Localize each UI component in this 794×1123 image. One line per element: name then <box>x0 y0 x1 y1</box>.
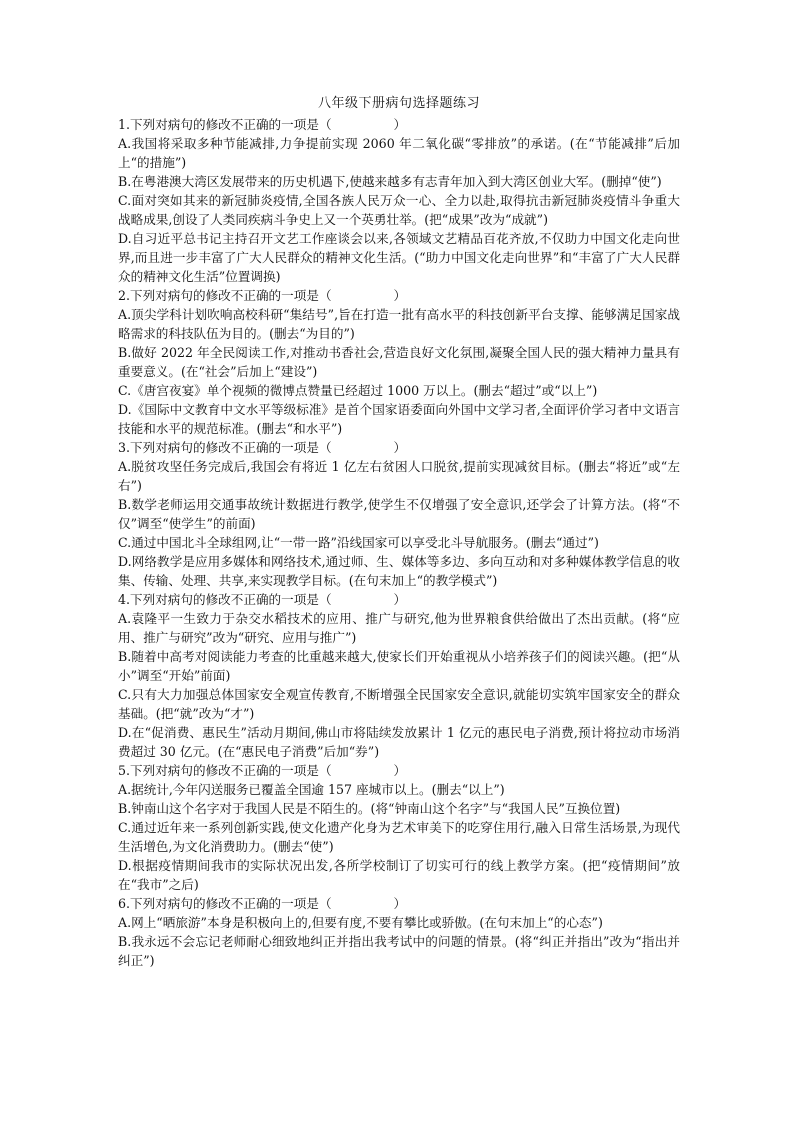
question-option-a: A.网上“晒旅游”本身是积极向上的,但要有度,不要有攀比或骄傲。(在句末加上“的心态”) <box>118 915 603 930</box>
question-option-c: C.只有大力加强总体国家安全观宣传教育,不断增强全民国家安全意识,就能切实筑牢国家安全的群众基础。(把“就”改为“才”) <box>118 687 680 721</box>
question-3 <box>118 438 680 590</box>
question-stem <box>118 286 680 305</box>
question-2 <box>118 286 680 438</box>
question-option-b: B.做好 2022 年全民阅读工作,对推动书香社会,营造良好文化氛围,凝聚全国人民的强大精神力量具有重要意义。(在“社会”后加上“建设”) <box>118 345 680 379</box>
question-list <box>118 115 680 970</box>
question-stem-text: 4.下列对病句的修改不正确的一项是 <box>118 592 319 607</box>
question-stem <box>118 894 680 913</box>
question-option-b: B.在粤港澳大湾区发展带来的历史机遇下,使越来越多有志青年加入到大湾区创业大军。(删掉“使”) <box>118 174 662 189</box>
question-option-b: B.钟南山这个名字对于我国人民是不陌生的。(将“钟南山这个名字”与“我国人民”互换位置) <box>118 801 621 816</box>
question-stem <box>118 438 680 457</box>
question-stem <box>118 590 680 609</box>
question-4 <box>118 590 680 761</box>
question-option-a: A.我国将采取多种节能减排,力争提前实现 2060 年二氧化碳“零排放”的承诺。(在“节能减排”后加上“的措施”) <box>118 136 680 170</box>
question-6 <box>118 894 680 970</box>
answer-paren-close: ） <box>393 763 407 778</box>
question-option-a: A.据统计,今年闪送服务已覆盖全国逾 157 座城市以上。(删去“以上”) <box>118 782 505 797</box>
question-1 <box>118 115 680 286</box>
answer-paren-close: ） <box>393 440 407 455</box>
answer-paren-open: （ <box>318 117 332 132</box>
question-option-b: B.随着中高考对阅读能力考查的比重越来越大,使家长们开始重视从小培养孩子们的阅读兴趣。(把“从小”调至“开始”前面) <box>118 649 680 683</box>
worksheet-page <box>118 95 680 970</box>
question-5 <box>118 761 680 894</box>
page-title: 八年级下册病句选择题练习 <box>317 96 480 111</box>
question-stem <box>118 115 680 134</box>
question-option-c: C.面对突如其来的新冠肺炎疫情,全国各族人民万众一心、全力以赴,取得抗击新冠肺炎疫情斗争重大战略成果,创设了人类同疾病斗争史上又一个英勇壮举。(把“成果”改为“成就”) <box>118 193 680 227</box>
question-stem-text: 5.下列对病句的修改不正确的一项是 <box>118 763 319 778</box>
answer-paren-close: ） <box>393 117 407 132</box>
answer-paren-open: （ <box>318 763 332 778</box>
question-stem-text: 1.下列对病句的修改不正确的一项是 <box>118 117 319 132</box>
question-option-c: C.通过近年来一系列创新实践,使文化遗产化身为艺术审美下的吃穿住用行,融入日常生活场景,为现代生活增色,为文化消费助力。(删去“使”) <box>118 820 680 854</box>
question-option-a: A.脱贫攻坚任务完成后,我国会有将近 1 亿左右贫困人口脱贫,提前实现减贫目标。(删去“将近”或“左右”) <box>118 459 680 493</box>
question-stem-text: 3.下列对病句的修改不正确的一项是 <box>118 440 319 455</box>
question-stem-text: 2.下列对病句的修改不正确的一项是 <box>118 288 319 303</box>
question-stem-text: 6.下列对病句的修改不正确的一项是 <box>118 896 319 911</box>
answer-paren-open: （ <box>318 896 332 911</box>
answer-paren-open: （ <box>318 288 332 303</box>
question-option-c: C.《唐宫夜宴》单个视频的微博点赞量已经超过 1000 万以上。(删去“超过”或“以上”) <box>118 383 598 398</box>
answer-paren-close: ） <box>393 288 407 303</box>
question-option-d: D.自习近平总书记主持召开文艺工作座谈会以来,各领域文艺精品百花齐放,不仅助力中国文化走向世界,而且进一步丰富了广大人民群众的精神文化生活。(“助力中国文化走向世界”和“丰富了广大人民群众的精神文化生活”位置调换) <box>118 231 680 284</box>
question-option-a: A.顶尖学科计划吹响高校科研“集结号”,旨在打造一批有高水平的科技创新平台支撑、能够满足国家战略需求的科技队伍为目的。(删去“为目的”) <box>118 307 680 341</box>
answer-paren-open: （ <box>318 592 332 607</box>
question-stem <box>118 761 680 780</box>
question-option-a: A.袁隆平一生致力于杂交水稻技术的应用、推广与研究,他为世界粮食供给做出了杰出贡献。(将“应用、推广与研究”改为“研究、应用与推广”) <box>118 611 680 645</box>
answer-paren-open: （ <box>318 440 332 455</box>
question-option-d: D.根据疫情期间我市的实际状况出发,各所学校制订了切实可行的线上教学方案。(把“疫情期间”放在“我市”之后) <box>118 858 680 892</box>
answer-paren-close: ） <box>393 896 407 911</box>
question-option-b: B.我永远不会忘记老师耐心细致地纠正并指出我考试中的问题的情景。(将“纠正并指出”改为“指出并纠正”) <box>118 934 680 968</box>
question-option-d: D.《国际中文教育中文水平等级标准》是首个国家语委面向外国中文学习者,全面评价学习者中文语言技能和水平的规范标准。(删去“和水平”) <box>118 402 680 436</box>
question-option-b: B.数学老师运用交通事故统计数据进行教学,使学生不仅增强了安全意识,还学会了计算方法。(将“不仅”调至“使学生”的前面) <box>118 497 680 531</box>
question-option-d: D.在“促消费、惠民生”活动月期间,佛山市将陆续发放累计 1 亿元的惠民电子消费,预计将拉动市场消费超过 30 亿元。(在“惠民电子消费”后加“券”) <box>118 725 680 759</box>
answer-paren-close: ） <box>393 592 407 607</box>
question-option-d: D.网络教学是应用多媒体和网络技术,通过师、生、媒体等多边、多向互动和对多种媒体教学信息的收集、传输、处理、共享,来实现教学目标。(在句末加上“的教学模式”) <box>118 554 680 588</box>
question-option-c: C.通过中国北斗全球组网,让“一带一路”沿线国家可以享受北斗导航服务。(删去“通过”) <box>118 535 599 550</box>
